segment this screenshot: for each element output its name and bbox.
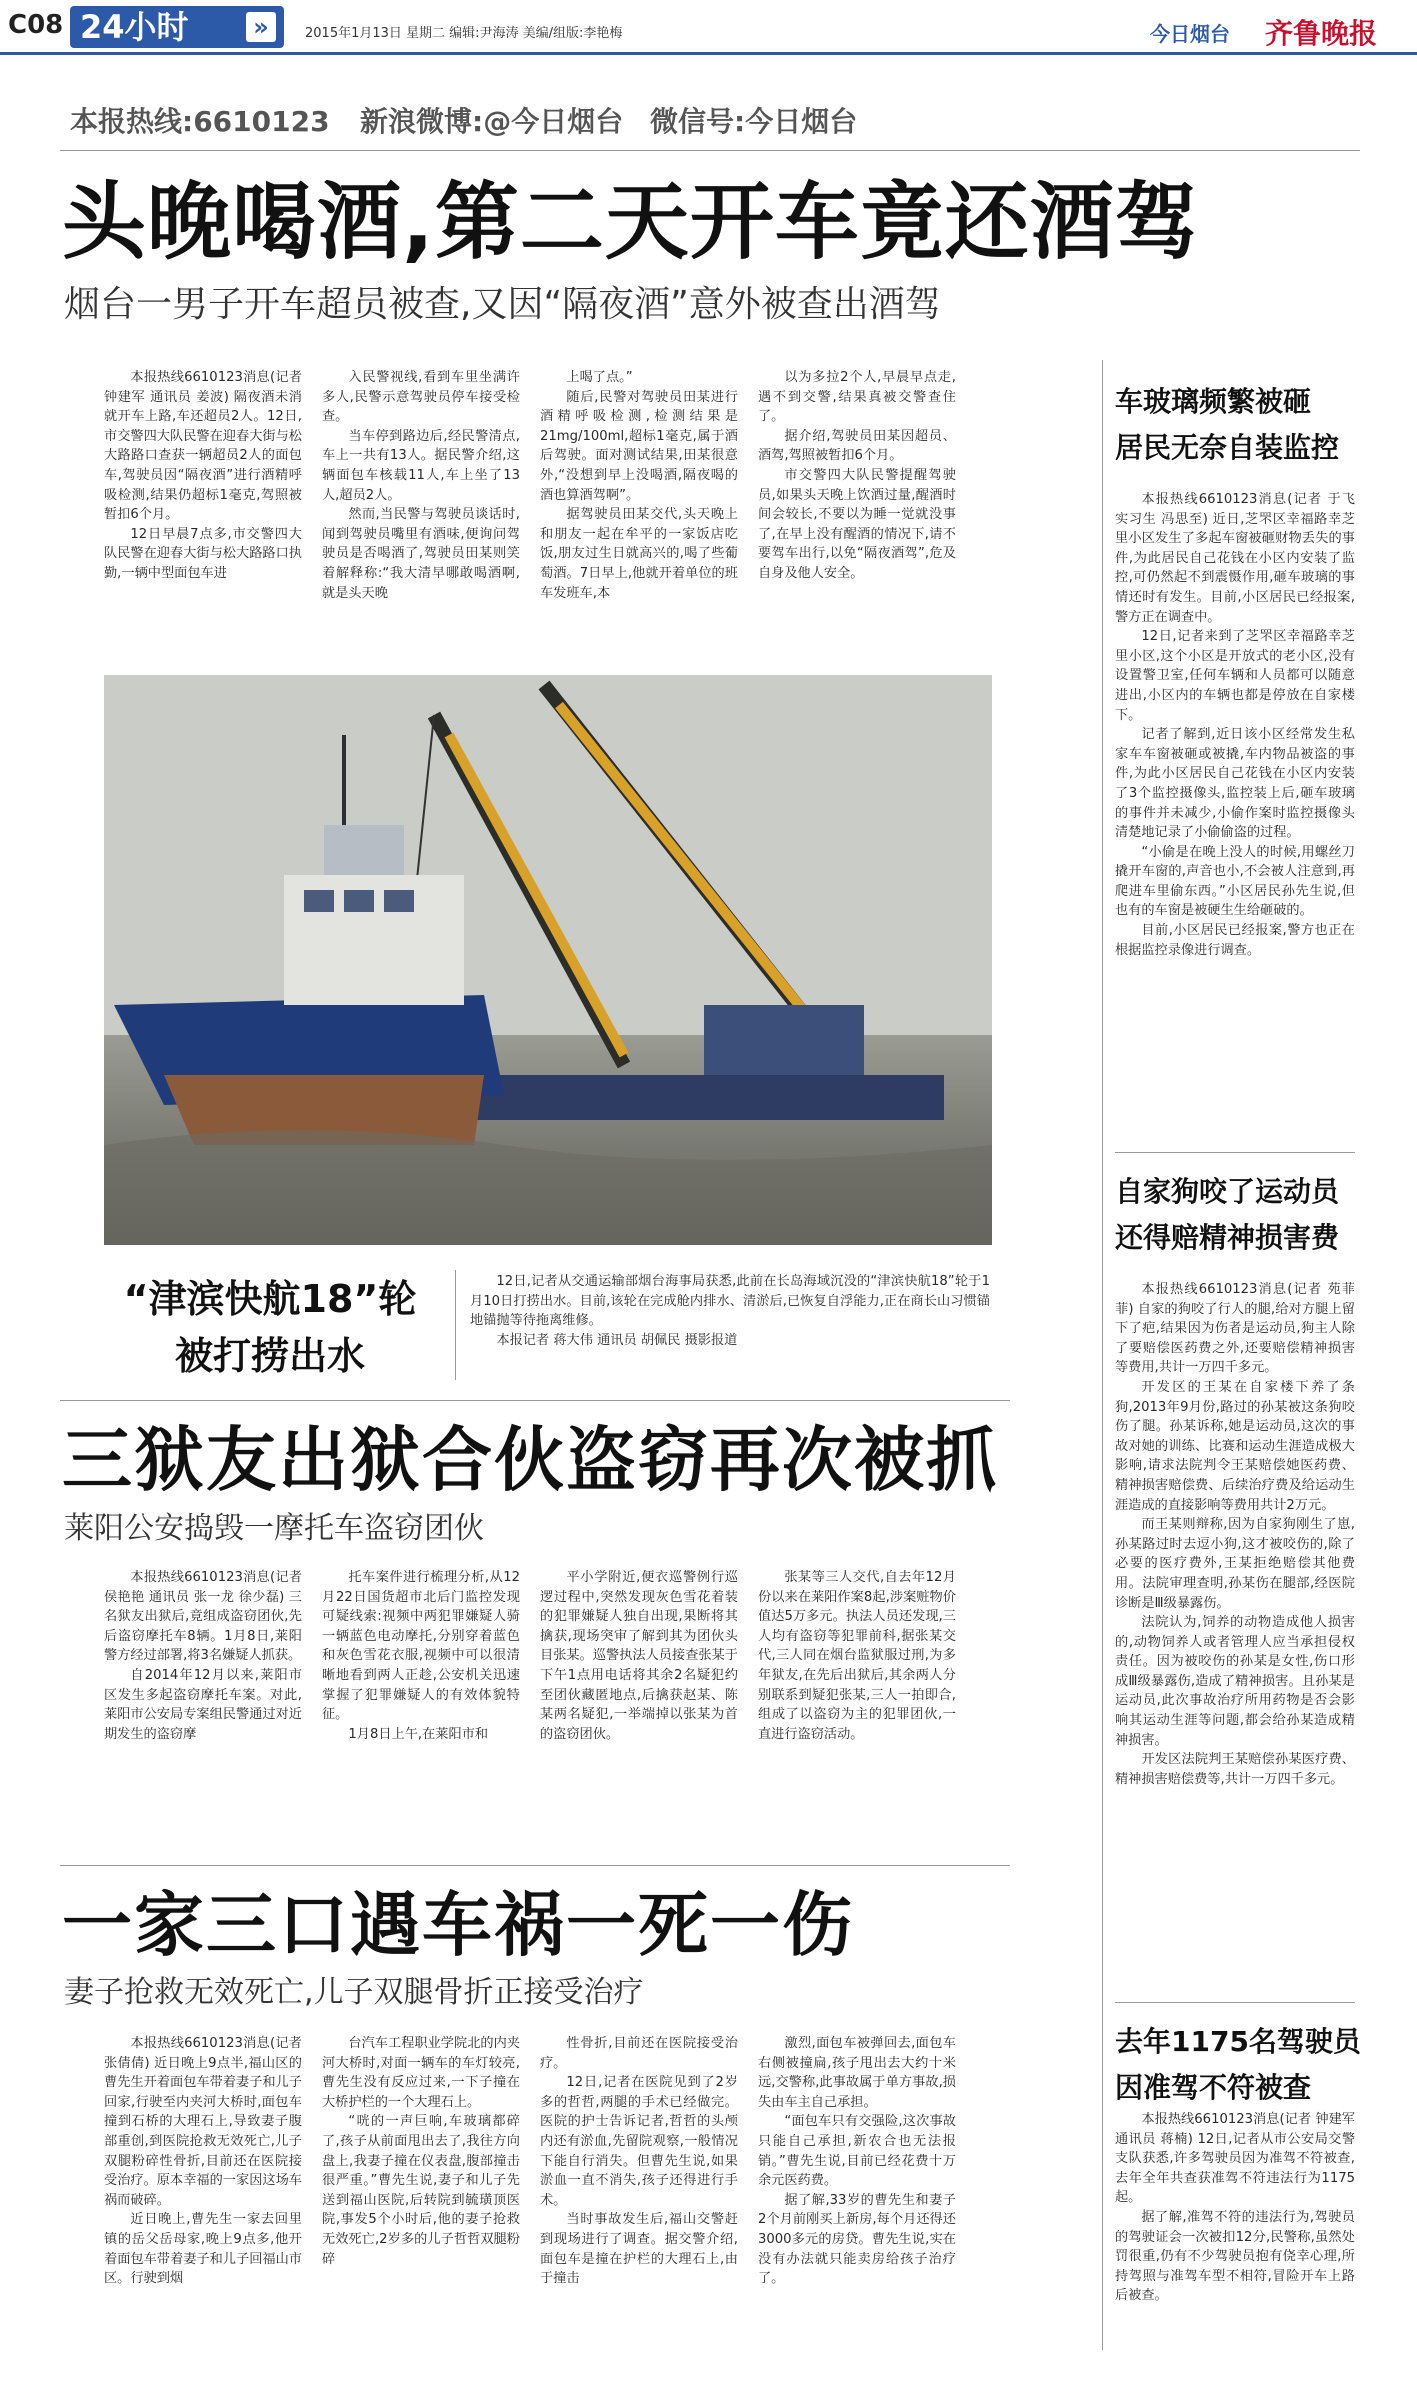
article-paragraph: 本报热线6610123消息(记者 张倩倩) 近日晚上9点半,福山区的曹先生开着面包车带着妻子和儿子回家,行驶至内夹河大桥时,面包车撞到石桥的大理石上,导致妻子腹部重创,到医院抢救无效死亡,儿子双腿粉碎性骨折,目前还在医院接受治疗。原本幸福的一家因这场车祸而破碎。: [104, 2036, 302, 2208]
photo-title-line2: 被打捞出水: [174, 1334, 365, 1378]
photo-credit: 本报记者 蒋大伟 通讯员 胡佩民 摄影报道: [496, 1332, 738, 1348]
article-paragraph: 然而,当民警与驾驶员谈话时,闻到驾驶员嘴里有酒味,便询问驾驶员是否喝酒了,驾驶员田某则笑着解释称:“我大清早哪敢喝酒啊,就是头天晚: [322, 507, 520, 601]
side-story-divider: [1115, 2002, 1355, 2003]
photo-caption-text: 12日,记者从交通运输部烟台海事局获悉,此前在长岛海域沉没的“津滨快航18”轮于1月10日打捞出水。目前,该轮在完成舱内排水、清淤后,已恢复自浮能力,正在商长山习惯锚地锚抛等待拖离维修。: [470, 1274, 990, 1329]
article-column: [104, 2034, 302, 2369]
article-paragraph: 张某等三人交代,自去年12月份以来在莱阳作案8起,涉案赃物价值达5万多元。执法人员还发现,三人均有盗窃等犯罪前科,据张某交代,三人同在烟台监狱服过刑,为多年狱友,在先后出狱后,其余两人分别联系到疑犯张某,三人一拍即合,组成了以盗窃为主的犯罪团伙,一直进行盗窃活动。: [758, 1570, 956, 1742]
article-paragraph: 目前,小区居民已经报案,警方也正在根据监控录像进行调查。: [1115, 923, 1355, 958]
article-paragraph: 上喝了点。”: [566, 370, 633, 385]
article-column: [104, 368, 302, 658]
article-paragraph: 自2014年12月以来,莱阳市区发生多起盗窃摩托车案。对此,莱阳市公安局专案组民警通过对近期发生的盗窃摩: [104, 1667, 302, 1742]
article-paragraph: “面包车只有交强险,这次事故只能自己承担,新农合也无法报销。”曹先生说,目前已经花费十万余元医药费。: [758, 2114, 956, 2189]
article-paragraph: 市交警四大队民警提醒驾驶员,如果头天晚上饮酒过量,醒酒时间会较长,不要以为睡一觉就没事了,在早上没有醒酒的情况下,请不要驾车出行,以免“隔夜酒驾”,危及自身及他人安全。: [758, 467, 956, 581]
article-paragraph: 托车案件进行梳理分析,从12月22日国货超市北后门监控发现可疑线索:视频中两犯罪嫌疑人骑一辆蓝色电动摩托,分别穿着蓝色和灰色雪花衣服,视频中可以很清晰地看到两人正趁,公安机关迅速掌握了犯罪嫌疑人的有效体貌特征。: [322, 1570, 520, 1723]
article-paragraph: 性骨折,目前还在医院接受治疗。: [540, 2036, 738, 2071]
article-paragraph: “咣的一声巨响,车玻璃都碎了,孩子从前面甩出去了,我往方向盘上,我妻子撞在仪表盘,腹部撞击很严重。”曹先生说,妻子和儿子先送到福山医院,后转院到毓璜顶医院,事发5个小时后,他的妻子抢救无效死亡,2岁多的儿子哲哲双腿粉碎: [322, 2114, 520, 2267]
article-paragraph: 本报热线6610123消息(记者 苑菲菲) 自家的狗咬了行人的腿,给对方腿上留下了疤,结果因为伤者是运动员,狗主人除了要赔偿医药费之外,还要赔偿精神损害等费用,共计一万四千多元。: [1115, 1282, 1355, 1376]
article-paragraph: 以为多拉2个人,早晨早点走,遇不到交警,结果真被交警查住了。: [758, 370, 956, 425]
article-paragraph: 法院认为,饲养的动物造成他人损害的,动物饲养人或者管理人应当承担侵权责任。因为被咬伤的孙某是女性,伤口形成Ⅲ级暴露伤,造成了精神损害。且孙某是运动员,此次事故治疗所用药物是否会影响其运动生涯等问题,都会给孙某造成精神损害。: [1115, 1615, 1355, 1748]
article-paragraph: 开发区法院判王某赔偿孙某医疗费、精神损害赔偿费等,共计一万四千多元。: [1115, 1752, 1355, 1787]
article-paragraph: 本报热线6610123消息(记者 钟建军 通讯员 姜波) 隔夜酒未消就开车上路,车还超员2人。12日,市交警四大队民警在迎春大街与松大路路口查获一辆超员2人的面包车,驾驶员因“隔夜酒”进行酒精呼吸检测,结果仍超标1毫克,驾照被暂扣6个月。: [104, 370, 302, 523]
article-column: [104, 1568, 302, 1848]
header-divider: [60, 150, 1360, 151]
section-right-label: 今日烟台: [1150, 22, 1230, 46]
side-story-divider: [1115, 1152, 1355, 1153]
article-paragraph: 12日,记者在医院见到了2岁多的哲哲,两腿的手术已经做完。医院的护士告诉记者,哲哲的头颅内还有淤血,先留院观察,一般情况下能自行消失。但曹先生说,如果淤血一直不消失,孩子还得进行手术。: [540, 2075, 738, 2208]
lead-subhead: 烟台一男子开车超员被查,又因“隔夜酒”意外被查出酒驾: [64, 284, 941, 325]
story3-top-rule: [60, 1865, 1010, 1866]
article-paragraph: 激烈,面包车被弹回去,面包车右侧被撞扁,孩子甩出去大约十米远,交警称,此事故属于单方事故,损失由车主自己承担。: [758, 2036, 956, 2110]
newspaper-logo: 齐鲁晚报: [1265, 17, 1378, 50]
side-headline-line1: 自家狗咬了运动员: [1115, 1175, 1340, 1208]
article-column: [540, 1568, 738, 1848]
article-paragraph: 12日,记者来到了芝罘区幸福路幸芝里小区,这个小区是开放式的老小区,没有设置警卫室,任何车辆和人员都可以随意进出,小区内的车辆也都是停放在自家楼下。: [1115, 629, 1355, 723]
story3-subhead: 妻子抢救无效死亡,儿子双腿骨折正接受治疗: [64, 1975, 644, 2010]
side-article-body: [1115, 1280, 1355, 2005]
article-paragraph: 近日晚上,曹先生一家去回里镇的岳父岳母家,晚上9点多,他开着面包车带着妻子和儿子回福山市区。行驶到烟: [104, 2212, 302, 2287]
article-paragraph: “小偷是在晚上没人的时候,用螺丝刀撬开车窗的,声音也小,不会被人注意到,再爬进车里偷东西。”小区居民孙先生说,但也有的车窗是被硬生生给砸破的。: [1115, 844, 1355, 919]
side-headline-line2: 因准驾不符被查: [1115, 2071, 1312, 2104]
side-article-body: [1115, 2110, 1355, 2375]
weibo: 新浪微博:@今日烟台: [360, 105, 624, 138]
article-paragraph: 1月8日上午,在莱阳市和: [348, 1726, 489, 1742]
article-paragraph: 记者了解到,近日该小区经常发生私家车车窗被砸或被撬,车内物品被盗的事件,为此小区居民自己花钱在小区内安装了3个监控摄像头,监控装上后,砸车玻璃的事件并未减少,小偷作案时监控摄像头清楚地记录了小偷偷盗的过程。: [1115, 727, 1355, 841]
photo-title-line1: “津滨快航18”轮: [123, 1277, 417, 1321]
ship-photo: [104, 675, 992, 1245]
story2-top-rule: [60, 1400, 1010, 1401]
article-paragraph: 12日早晨7点多,市交警四大队民警在迎春大街与松大路路口执勤,一辆中型面包车进: [104, 526, 302, 581]
side-article-body: [1115, 490, 1355, 1140]
section-title: 24小时: [80, 8, 189, 46]
wechat: 微信号:今日烟台: [650, 105, 858, 138]
lead-headline: 头晚喝酒,第二天开车竟还酒驾: [62, 173, 1200, 271]
article-paragraph: 当车停到路边后,经民警清点,车上一共有13人。据民警介绍,这辆面包车核载11人,车上坐了13人,超员2人。: [322, 428, 520, 503]
side-headline-line2: 还得赔精神损害费: [1115, 1221, 1340, 1254]
article-column: [540, 368, 738, 658]
article-paragraph: 随后,民警对驾驶员田某进行酒精呼吸检测,检测结果是21mg/100ml,超标1毫克,属于酒后驾驶。面对测试结果,田某很意外,“没想到早上没喝酒,隔夜喝的酒也算酒驾啊”。: [540, 389, 738, 503]
article-paragraph: 入民警视线,看到车里坐满许多人,民警示意驾驶员停车接受检查。: [322, 370, 520, 425]
chevron-icon: »: [246, 12, 276, 42]
sidebar-divider: [1102, 360, 1103, 2350]
salvage-ship-illustration: [104, 675, 992, 1245]
photo-caption-divider: [455, 1270, 456, 1380]
article-column: [758, 368, 956, 658]
article-paragraph: 据驾驶员田某交代,头天晚上和朋友一起在牟平的一家饭店吃饭,朋友过生日就高兴的,喝了些葡萄酒。7日早上,他就开着单位的班车发班车,本: [540, 507, 738, 601]
article-paragraph: 台汽车工程职业学院北的内夹河大桥时,对面一辆车的车灯较亮,曹先生没有反应过来,一下子撞在大桥护栏的一个大理石上。: [322, 2036, 520, 2110]
date-editor-line: 2015年1月13日 星期二 编辑:尹海涛 美编/组版:李艳梅: [305, 26, 623, 41]
article-paragraph: 本报热线6610123消息(记者 钟建军 通讯员 蒋楠) 12日,记者从市公安局交警支队获悉,许多驾驶员因为准驾不符被查,去年全年共查获准驾不符违法行为1175起。: [1115, 2112, 1355, 2206]
hotline: 本报热线:6610123: [70, 105, 330, 138]
story3-headline: 一家三口遇车祸一死一伤: [62, 1884, 854, 1966]
side-headline-line1: 去年1175名驾驶员: [1115, 2025, 1361, 2058]
article-paragraph: 据了解,准驾不符的违法行为,驾驶员的驾驶证会一次被扣12分,民警称,虽然处罚很重,仍有不少驾驶员抱有侥幸心理,所持驾照与准驾车型不相符,冒险开车上路后被查。: [1115, 2209, 1355, 2304]
article-paragraph: 平小学附近,便衣巡警例行巡逻过程中,突然发现灰色雪花着装的犯罪嫌疑人独自出现,果断将其擒获,现场突审了解到其为团伙头目张某。巡警执法人员接查张某于下午1点用电话将其余2名疑犯约至团伙藏匿地点,后擒获赵某、陈某两名疑犯,一举端掉以张某为首的盗窃团伙。: [540, 1570, 738, 1742]
article-paragraph: 开发区的王某在自家楼下养了条狗,2013年9月份,路过的孙某被这条狗咬伤了腿。孙某诉称,她是运动员,这次的事故对她的训练、比赛和运动生涯造成极大影响,请求法院判令王某赔偿她医药费、精神损害赔偿费、后续治疗费及给运动生涯造成的直接影响等费用共计2万元。: [1115, 1379, 1355, 1513]
article-paragraph: 本报热线6610123消息(记者 侯艳艳 通讯员 张一龙 徐少磊) 三名狱友出狱后,竟组成盗窃团伙,先后盗窃摩托车8辆。1月8日,莱阳警方经过部署,将3名嫌疑人抓获。: [104, 1570, 302, 1664]
article-column: [540, 2034, 738, 2369]
article-column: [758, 2034, 956, 2369]
article-column: [322, 2034, 520, 2369]
story2-subhead: 莱阳公安捣毁一摩托车盗窃团伙: [64, 1511, 484, 1546]
article-paragraph: 据介绍,驾驶员田某因超员、酒驾,驾照被暂扣6个月。: [758, 428, 956, 464]
masthead-rule: [0, 52, 1417, 55]
article-paragraph: 而王某则辩称,因为自家狗刚生了崽,孙某路过时去逗小狗,这才被咬伤的,除了必要的医疗费外,王某拒绝赔偿其他费用。法院审理查明,孙某伤在腿部,经医院诊断是Ⅲ级暴露伤。: [1115, 1517, 1355, 1611]
story2-headline: 三狱友出狱合伙盗窃再次被抓: [62, 1419, 998, 1501]
photo-caption: [470, 1272, 990, 1350]
article-paragraph: 本报热线6610123消息(记者 于飞 实习生 冯思至) 近日,芝罘区幸福路幸芝里小区发生了多起车窗被砸财物丢失的事件,为此居民自己花钱在小区内安装了监控,可仍然起不到震慑作用,砸车玻璃的事情还时有发生。目前,小区居民已经报案,警方正在调查中。: [1115, 492, 1355, 625]
article-column: [758, 1568, 956, 1848]
article-column: [322, 1568, 520, 1848]
side-headline-line2: 居民无奈自装监控: [1115, 431, 1340, 464]
article-column: [322, 368, 520, 658]
article-paragraph: 当时事故发生后,福山交警赶到现场进行了调查。据交警介绍,面包车是撞在护栏的大理石上,由于撞击: [540, 2212, 738, 2287]
page-number: C08: [8, 10, 64, 40]
side-headline-line1: 车玻璃频繁被砸: [1115, 385, 1312, 418]
article-paragraph: 据了解,33岁的曹先生和妻子2个月前刚买上新房,每个月还得还3000多元的房贷。曹先生说,实在没有办法就只能卖房给孩子治疗了。: [758, 2192, 956, 2287]
